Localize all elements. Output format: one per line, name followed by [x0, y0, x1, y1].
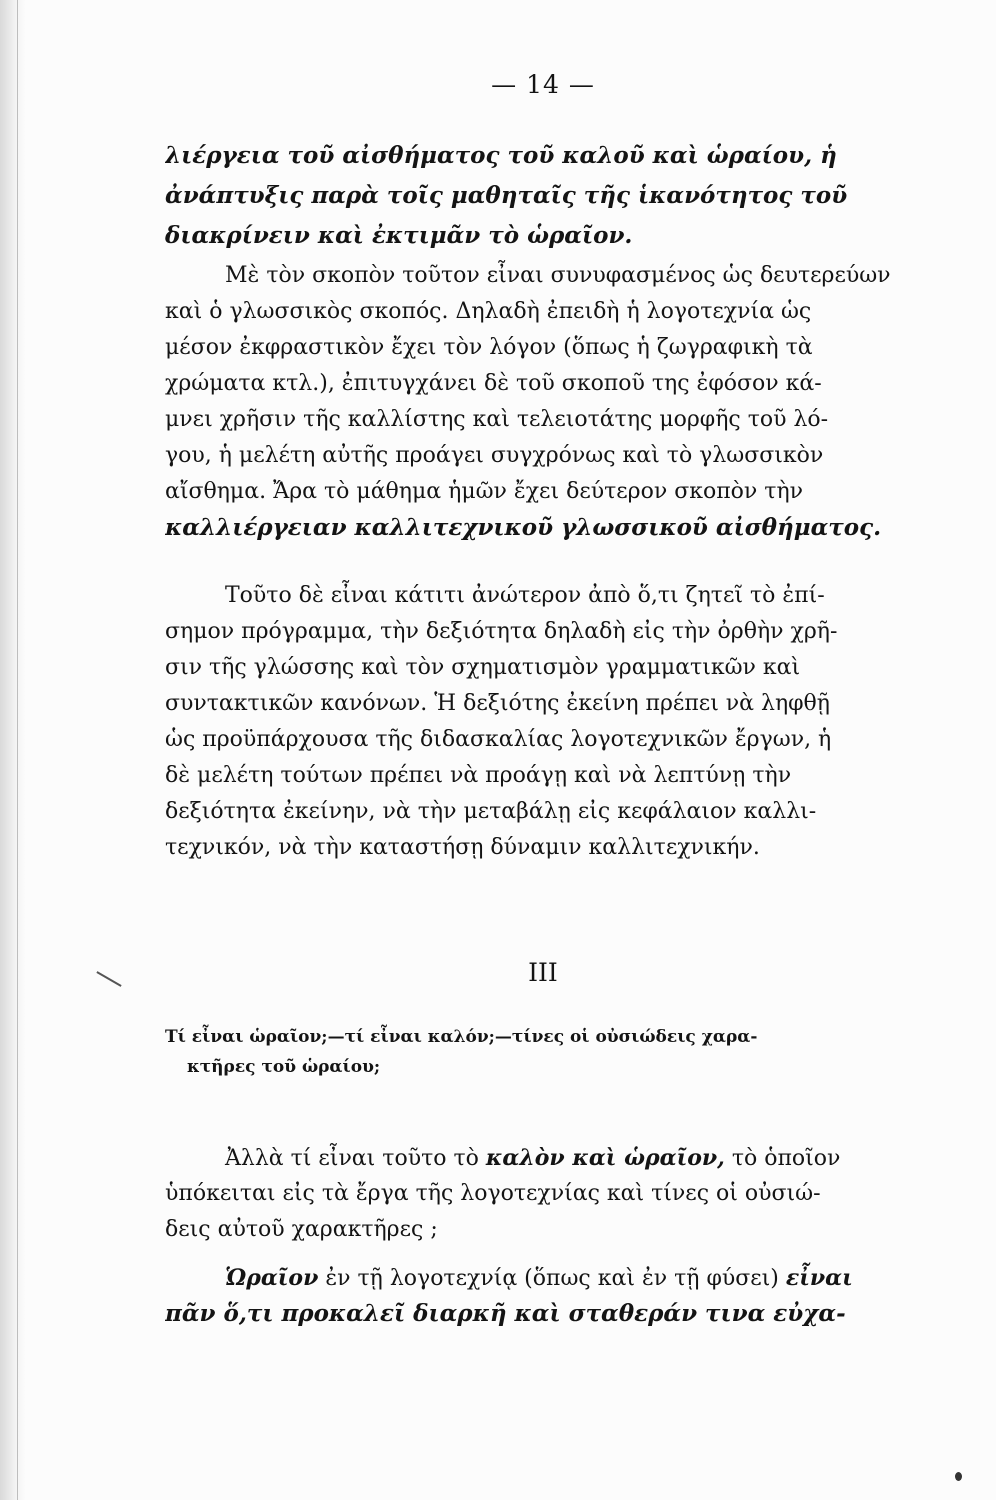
text-line: Μὲ τὸν σκοπὸν τοῦτον εἶναι συνυφασμένος ὡς δευτερεύων	[225, 263, 891, 288]
text-line: δεξιότητα ἐκείνην, νὰ τὴν μεταβάλῃ εἰς κεφάλαιον καλλι-	[165, 799, 817, 824]
text-line	[165, 1260, 911, 1296]
page-number: — 14 —	[491, 70, 595, 99]
emphasis-run: καλὸν καὶ ὡραῖον,	[485, 1145, 725, 1171]
text-line: Τοῦτο δὲ εἶναι κάτιτι ἀνώτερον ἀπὸ ὅ,τι ζητεῖ τὸ ἐπί-	[225, 583, 825, 608]
paragraph	[165, 578, 911, 866]
text-line: δὲ μελέτη τούτων πρέπει νὰ προάγῃ καὶ νὰ λεπτύνῃ τὴν	[165, 763, 792, 788]
text-run: τὸ ὁποῖον	[724, 1146, 841, 1171]
text-line: διακρίνειν καὶ ἐκτιμᾶν τὸ ὡραῖον.	[165, 222, 633, 249]
text-line: ὑπόκειται εἰς τὰ ἔργα τῆς λογοτεχνίας καὶ τίνες οἱ οὐσιώ-	[165, 1181, 821, 1206]
text-line: χρώματα κτλ.), ἐπιτυγχάνει δὲ τοῦ σκοποῦ της ἐφόσον κά-	[165, 371, 822, 396]
text-line: συντακτικῶν κανόνων. Ἡ δεξιότης ἐκείνη πρέπει νὰ ληφθῇ	[165, 691, 830, 716]
emphasis-line: καλλιέργειαν καλλιτεχνικοῦ γλωσσικοῦ αἰσθήματος.	[165, 514, 882, 541]
text-line: σιν τῆς γλώσσης καὶ τὸν σχηματισμὸν γραμματικῶν καὶ	[165, 655, 801, 680]
paragraph	[165, 1260, 911, 1332]
emphasis-line: πᾶν ὅ,τι προκαλεῖ διαρκῆ καὶ σταθεράν τινα εὐχα-	[165, 1300, 846, 1327]
emphasis-run: Ὡραῖον	[225, 1265, 319, 1291]
heading-line: Τί εἶναι ὡραῖον;—τί εἶναι καλόν;—τίνες οἱ οὐσιώδεις χαρα-	[165, 1027, 758, 1047]
text-line: δεις αὐτοῦ χαρακτῆρες ;	[165, 1217, 438, 1242]
page-binding-edge	[0, 0, 26, 1500]
heading-line: κτῆρες τοῦ ὡραίου;	[187, 1057, 381, 1077]
binding-line	[17, 0, 18, 1500]
text-line	[165, 1140, 911, 1176]
emphasis-run: εἶναι	[785, 1265, 853, 1291]
text-line: μέσον ἐκφραστικὸν ἔχει τὸν λόγον (ὅπως ἡ ζωγραφικὴ τὰ	[165, 335, 813, 360]
text-line: λιέργεια τοῦ αἰσθήματος τοῦ καλοῦ καὶ ὡραίου, ἡ	[165, 142, 837, 169]
text-line: τεχνικόν, νὰ τὴν καταστήσῃ δύναμιν καλλιτεχνικήν.	[165, 835, 760, 860]
text-line: σημον πρόγραμμα, τὴν δεξιότητα δηλαδὴ εἰς τὴν ὀρθὴν χρῆ-	[165, 619, 838, 644]
ink-spot	[955, 1472, 962, 1481]
section-heading	[165, 1022, 911, 1082]
text-line: μνει χρῆσιν τῆς καλλίστης καὶ τελειοτάτης μορφῆς τοῦ λό-	[165, 407, 829, 432]
text-run: ἐν τῇ λογοτεχνίᾳ (ὅπως καὶ ἐν τῇ φύσει)	[318, 1266, 786, 1291]
text-line: ὡς προϋπάρχουσα τῆς διδασκαλίας λογοτεχνικῶν ἔργων, ἡ	[165, 727, 832, 752]
top-paragraph	[165, 136, 911, 256]
text-run: Ἀλλὰ τί εἶναι τοῦτο τὸ	[225, 1146, 486, 1171]
text-line: αἴσθημα. Ἄρα τὸ μάθημα ἡμῶν ἔχει δεύτερον σκοπὸν τὴν	[165, 479, 804, 504]
paragraph	[165, 258, 911, 546]
paragraph	[165, 1140, 911, 1248]
text-line: γου, ἡ μελέτη αὐτῆς προάγει συγχρόνως καὶ τὸ γλωσσικὸν	[165, 443, 824, 468]
text-line: ἀνάπτυξις παρὰ τοῖς μαθηταῖς τῆς ἱκανότητος τοῦ	[165, 182, 848, 209]
text-line: καὶ ὁ γλωσσικὸς σκοπός. Δηλαδὴ ἐπειδὴ ἡ λογοτεχνία ὡς	[165, 299, 812, 324]
section-number: III	[528, 958, 558, 987]
